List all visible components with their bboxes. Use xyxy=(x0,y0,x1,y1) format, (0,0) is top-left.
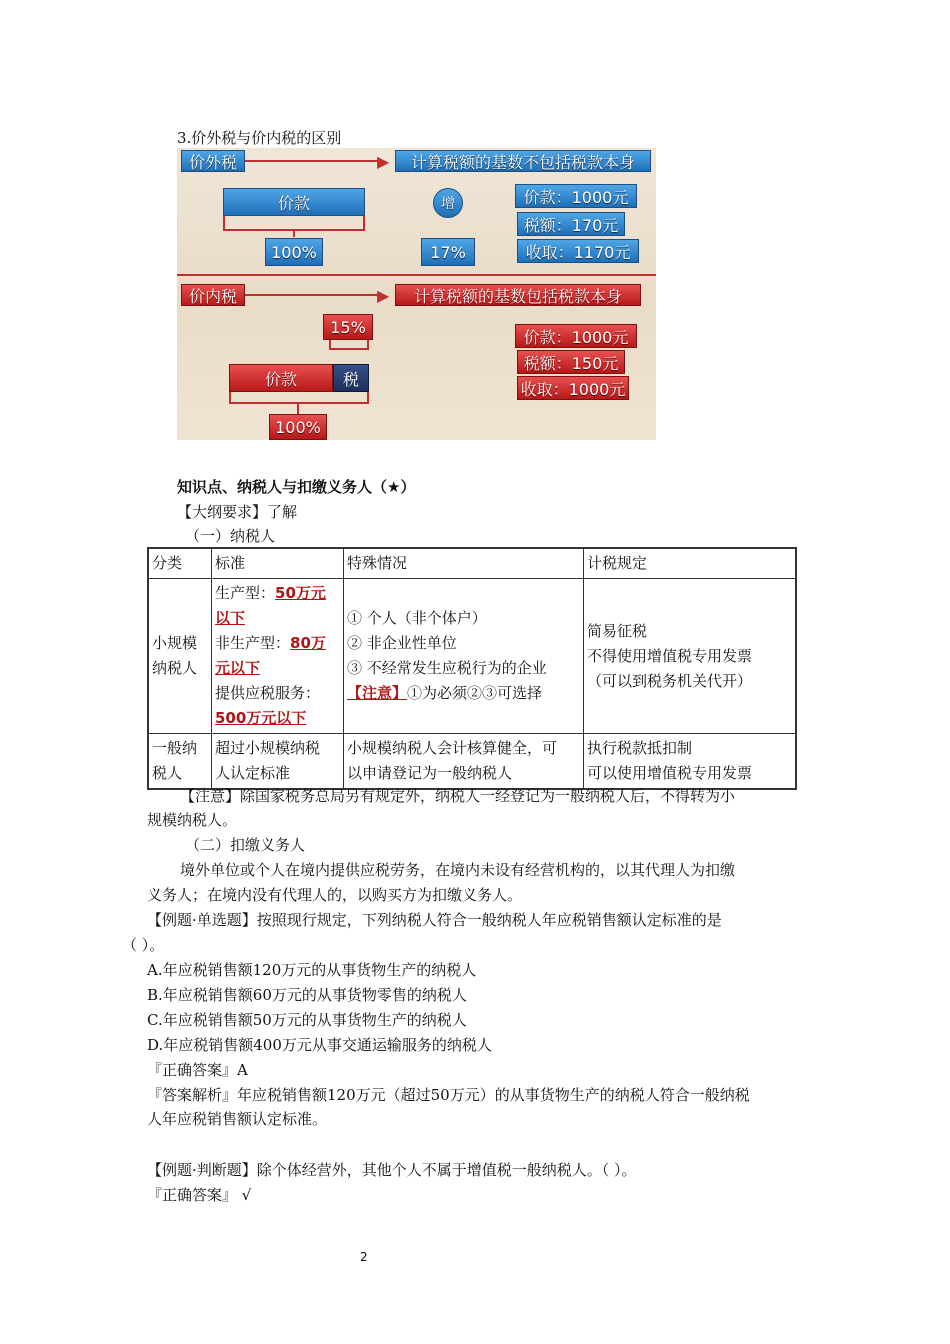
std-label: 提供应税服务： xyxy=(215,684,321,702)
th-special: 特殊情况 xyxy=(344,548,584,579)
q1-option-a: A.年应税销售额120万元的从事货物生产的纳税人 xyxy=(147,961,477,979)
bottom-base: 100% xyxy=(269,414,327,440)
cell-category xyxy=(148,734,212,790)
std-label: 非生产型： xyxy=(215,634,291,652)
top-base: 100% xyxy=(265,238,323,266)
note-text: ①为必须②③可选择 xyxy=(407,684,543,702)
std-value: 50万元 xyxy=(275,584,326,602)
q1-stem-1: 【例题·单选题】按照现行规定，下列纳税人符合一般纳税人年应税销售额认定标准的是 xyxy=(147,911,722,929)
bottom-info-3: 收取：1000元 xyxy=(517,376,629,400)
top-price: 价款 xyxy=(223,188,365,216)
q2-answer: 『正确答案』 √ xyxy=(147,1186,252,1204)
knowledge-heading: 知识点、纳税人与扣缴义务人（★） xyxy=(177,478,416,496)
special-item: ① 个人（非个体户） xyxy=(347,609,487,627)
rule-item: 可以使用增值税专用发票 xyxy=(587,764,753,782)
divider xyxy=(177,274,656,276)
cell-standard xyxy=(212,579,344,734)
th-rules: 计税规定 xyxy=(584,548,797,579)
cell-standard xyxy=(212,734,344,790)
bottom-bracket-b xyxy=(229,402,369,404)
subheading-taxpayer: （一）纳税人 xyxy=(185,527,276,545)
category-line: 税人 xyxy=(152,764,183,782)
q1-analysis-2: 人年应税销售额认定标准。 xyxy=(147,1110,328,1128)
arrow-right-icon: ▶ xyxy=(377,286,390,305)
bottom-info-2: 税额：150元 xyxy=(517,350,625,374)
table-row xyxy=(148,579,796,734)
cell-rules xyxy=(584,734,797,790)
q1-option-c: C.年应税销售额50万元的从事货物生产的纳税人 xyxy=(147,1011,467,1029)
rule-item: 简易征税 xyxy=(587,621,648,640)
arrow-line-2 xyxy=(245,294,383,296)
bracket-right xyxy=(363,216,365,230)
category-line: 小规模 xyxy=(152,634,198,652)
top-rate: 17% xyxy=(421,238,475,266)
subheading-withholding: （二）扣缴义务人 xyxy=(185,836,306,854)
std-value: 500万元以下 xyxy=(215,709,307,727)
q2-stem: 【例题·判断题】除个体经营外，其他个人不属于增值税一般纳税人。（ ）。 xyxy=(147,1161,637,1179)
q1-option-b: B.年应税销售额60万元的从事货物零售的纳税人 xyxy=(147,986,467,1004)
note-line-1: 【注意】除国家税务总局另有规定外，纳税人一经登记为一般纳税人后，不得转为小 xyxy=(180,787,736,805)
tax-diagram xyxy=(177,148,656,440)
standard-line: 超过小规模纳税 xyxy=(215,739,321,757)
top-info-1: 价款：1000元 xyxy=(515,184,637,208)
bottom-bracket-stem xyxy=(297,402,299,414)
bottom-label: 价内税 xyxy=(181,284,245,306)
withhold-line-2: 义务人；在境内没有代理人的，以购买方为扣缴义务人。 xyxy=(147,886,523,904)
table-header-row xyxy=(148,548,796,579)
top-label: 价外税 xyxy=(181,150,245,172)
q1-stem-2: （ ）。 xyxy=(122,936,165,954)
cell-special xyxy=(344,734,584,790)
withhold-line-1: 境外单位或个人在境内提供应税劳务，在境内未设有经营机构的，以其代理人为扣缴 xyxy=(180,861,736,879)
standard-line: 人认定标准 xyxy=(215,764,291,782)
th-category: 分类 xyxy=(148,548,212,579)
special-line: 小规模纳税人会计核算健全，可 xyxy=(347,739,558,757)
special-item: ③ 不经常发生应税行为的企业 xyxy=(347,659,547,677)
bottom-tax: 税 xyxy=(333,364,369,392)
bracket-left xyxy=(223,216,225,230)
special-item: ② 非企业性单位 xyxy=(347,634,457,652)
bracket-stem xyxy=(293,229,295,237)
q1-option-d: D.年应税销售额400万元从事交通运输服务的纳税人 xyxy=(147,1036,492,1054)
rule-item: 执行税款抵扣制 xyxy=(587,739,693,757)
std-label: 生产型： xyxy=(215,584,276,602)
note-line-2: 规模纳税人。 xyxy=(147,811,238,829)
section-title: 3.价外税与价内税的区别 xyxy=(177,129,342,147)
category-line: 纳税人 xyxy=(152,659,198,677)
table-row xyxy=(148,734,796,790)
bottom-price: 价款 xyxy=(229,364,333,392)
cell-rules xyxy=(584,579,797,734)
page-number: 2 xyxy=(360,1250,368,1264)
note-tag: 【注意】 xyxy=(347,684,408,702)
taxpayer-table xyxy=(147,547,797,790)
std-value: 元以下 xyxy=(215,659,261,677)
bottom-info-1: 价款：1000元 xyxy=(515,324,637,348)
cell-category xyxy=(148,579,212,734)
std-value: 以下 xyxy=(215,609,246,627)
q1-answer: 『正确答案』A xyxy=(147,1061,248,1079)
th-standard: 标准 xyxy=(212,548,344,579)
top-info-3: 收取：1170元 xyxy=(517,239,639,263)
increase-circle: 增 xyxy=(433,188,463,218)
bottom-rate: 15% xyxy=(323,314,373,340)
arrow-right-icon: ▶ xyxy=(377,152,390,171)
bottom-desc: 计算税额的基数包括税款本身 xyxy=(395,284,641,306)
outline-requirement: 【大纲要求】了解 xyxy=(177,503,298,521)
category-line: 一般纳 xyxy=(152,739,198,757)
top-desc: 计算税额的基数不包括税款本身 xyxy=(395,150,651,172)
rule-item: 不得使用增值税专用发票 xyxy=(587,646,753,665)
cell-special xyxy=(344,579,584,734)
std-value: 80万 xyxy=(290,634,326,652)
special-line: 以申请登记为一般纳税人 xyxy=(347,764,513,782)
arrow-line xyxy=(245,160,383,162)
rate-bracket-b xyxy=(329,348,369,350)
top-info-2: 税额：170元 xyxy=(517,212,625,236)
rule-item: （可以到税务机关代开） xyxy=(587,671,753,690)
q1-analysis-1: 『答案解析』年应税销售额120万元（超过50万元）的从事货物生产的纳税人符合一般纳税 xyxy=(147,1086,750,1104)
